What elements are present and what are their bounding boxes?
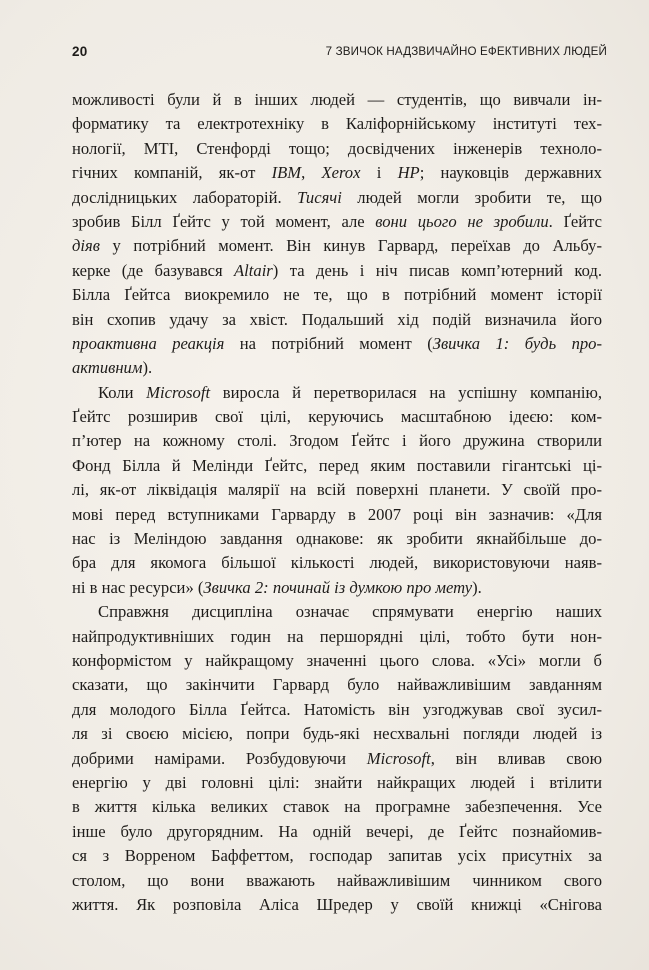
text-line: [72, 649, 602, 673]
text-segment: ).: [472, 577, 482, 597]
text-line: [72, 673, 602, 697]
text-line: [72, 283, 602, 307]
text-line: [72, 698, 602, 722]
text-line: [72, 893, 602, 917]
italic-text: Microsoft: [146, 382, 211, 402]
text-line: [72, 356, 602, 380]
text-segment: в життя кілька великих ставок на програмне забезпечення. Усе: [72, 797, 602, 817]
text-line: [72, 381, 602, 405]
text-line: [72, 795, 602, 819]
italic-text: Xerox: [321, 163, 361, 183]
text-line: [72, 308, 602, 332]
text-line: [72, 527, 602, 551]
text-segment: ) та день і ніч писав комп’ютерний код.: [272, 260, 602, 280]
text-segment: ся з Ворреном Баффеттом, господар запитав усіх присутніх за: [72, 846, 602, 866]
text-line: [72, 454, 602, 478]
text-segment: ні в нас ресурси» (: [72, 577, 204, 597]
italic-text: активним: [72, 358, 143, 378]
text-segment: дослідницьких лабораторій.: [72, 187, 298, 207]
text-segment: керке (де базувався: [72, 260, 235, 280]
text-segment: Білла Ґейтса виокремило не те, що в потрібний момент історії: [72, 285, 602, 305]
text-segment: найпродуктивніших годин на першорядні цілі, тобто бути нон-: [72, 626, 602, 646]
text-line: [72, 722, 602, 746]
text-line: [72, 112, 602, 136]
text-segment: . Ґейтс: [548, 211, 602, 231]
italic-text: HP: [397, 163, 420, 183]
text-line: [72, 478, 602, 502]
text-segment: для молодого Білла Ґейтса. Натомість він узгоджував свої зусил-: [72, 699, 602, 719]
text-line: [72, 210, 602, 234]
text-line: [72, 405, 602, 429]
text-line: [72, 88, 602, 112]
body-text: [72, 88, 602, 917]
text-segment: життя. Як розповіла Аліса Шредер у своїй книжці «Снігова: [72, 894, 602, 914]
text-segment: нас із Меліндою завдання однакове: як зробити якнайбільше до-: [72, 529, 602, 549]
text-segment: людей могли зробити те, що: [341, 187, 602, 207]
text-segment: столом, що вони вважають найважливішим чинником свого: [72, 870, 602, 890]
text-segment: виросла й перетворилася на успішну компанію,: [210, 382, 602, 402]
text-line: [72, 625, 602, 649]
running-head: [72, 44, 607, 62]
running-title: 7 ЗВИЧОК НАДЗВИЧАЙНО ЕФЕКТИВНИХ ЛЮДЕЙ: [325, 45, 607, 58]
italic-text: Звичка 1: будь про-: [432, 333, 602, 353]
text-segment: п’ютер на кожному столі. Згодом Ґейтс і його дружина створили: [72, 431, 602, 451]
italic-text: Microsoft: [366, 748, 431, 768]
text-segment: інше було другорядним. На одній вечері, де Ґейтс познайомив-: [72, 821, 602, 841]
text-segment: форматику та електротехніку в Каліфорнійському інституті тех-: [72, 114, 602, 134]
text-line: [72, 137, 602, 161]
italic-text: Тисячі: [297, 187, 342, 207]
text-segment: бра для якомога більшої кількості людей, використовуючи наяв-: [72, 553, 602, 573]
text-segment: мові перед вступниками Гарварду в 2007 році він зазначив: «Для: [72, 504, 602, 524]
italic-text: діяв: [72, 236, 100, 256]
text-line: [72, 429, 602, 453]
text-segment: енергію у дві головні цілі: знайти найкращих людей і втілити: [72, 772, 602, 792]
text-segment: , він вливав свою: [430, 748, 602, 768]
text-segment: ,: [301, 163, 322, 183]
italic-text: Altair: [234, 260, 273, 280]
text-line: [72, 186, 602, 210]
text-segment: він схопив удачу за хвіст. Подальший хід подій визначила його: [72, 309, 602, 329]
text-segment: Фонд Білла й Мелінди Ґейтс, перед яким поставили гігантські ці-: [72, 455, 602, 475]
text-segment: нології, MTI, Стенфорді тощо; досвідчених інженерів техноло-: [72, 138, 602, 158]
text-segment: сказати, що закінчити Гарвард було найважливішим завданням: [72, 675, 602, 695]
italic-text: IBM: [271, 163, 302, 183]
text-line: [72, 332, 602, 356]
text-line: [72, 771, 602, 795]
text-segment: у потрібний момент. Він кинув Гарвард, переїхав до Альбу-: [99, 236, 602, 256]
text-segment: лі, як-от ліквідація малярії на всій поверхні планети. У своїй про-: [72, 480, 602, 500]
italic-text: вони цього не зробили: [375, 211, 549, 231]
text-segment: конформістом у найкращому значенні цього слова. «Усі» могли б: [72, 650, 602, 670]
text-line: [72, 600, 602, 624]
text-line: [72, 844, 602, 868]
text-segment: ; науковців державних: [419, 163, 602, 183]
text-line: [72, 161, 602, 185]
text-segment: зробив Білл Ґейтс у той момент, але: [72, 211, 376, 231]
text-line: [72, 551, 602, 575]
text-line: [72, 869, 602, 893]
text-segment: добрими намірами. Розбудовуючи: [72, 748, 367, 768]
text-segment: гічних компаній, як-от: [72, 163, 272, 183]
text-segment: і: [360, 163, 398, 183]
text-segment: ля зі своєю місією, попри будь-які несхвальні погляди людей із: [72, 724, 602, 744]
italic-text: Звичка 2: починай із думкою про мету: [203, 577, 473, 597]
text-segment: ).: [142, 358, 153, 378]
text-segment: можливості були й в інших людей — студентів, що вивчали ін-: [72, 90, 602, 109]
text-line: [72, 234, 602, 258]
text-line: [72, 259, 602, 283]
text-line: [72, 820, 602, 844]
text-segment: Справжня дисципліна означає спрямувати енергію наших: [98, 602, 602, 622]
italic-text: проактивна реакція: [72, 333, 225, 353]
text-segment: Коли: [98, 382, 147, 402]
text-line: [72, 576, 602, 600]
text-segment: на потрібний момент (: [224, 333, 433, 353]
text-line: [72, 503, 602, 527]
text-segment: Ґейтс розширив свої цілі, керуючись масштабною ідеєю: ком-: [72, 407, 602, 427]
text-line: [72, 747, 602, 771]
page-number: 20: [72, 44, 88, 59]
